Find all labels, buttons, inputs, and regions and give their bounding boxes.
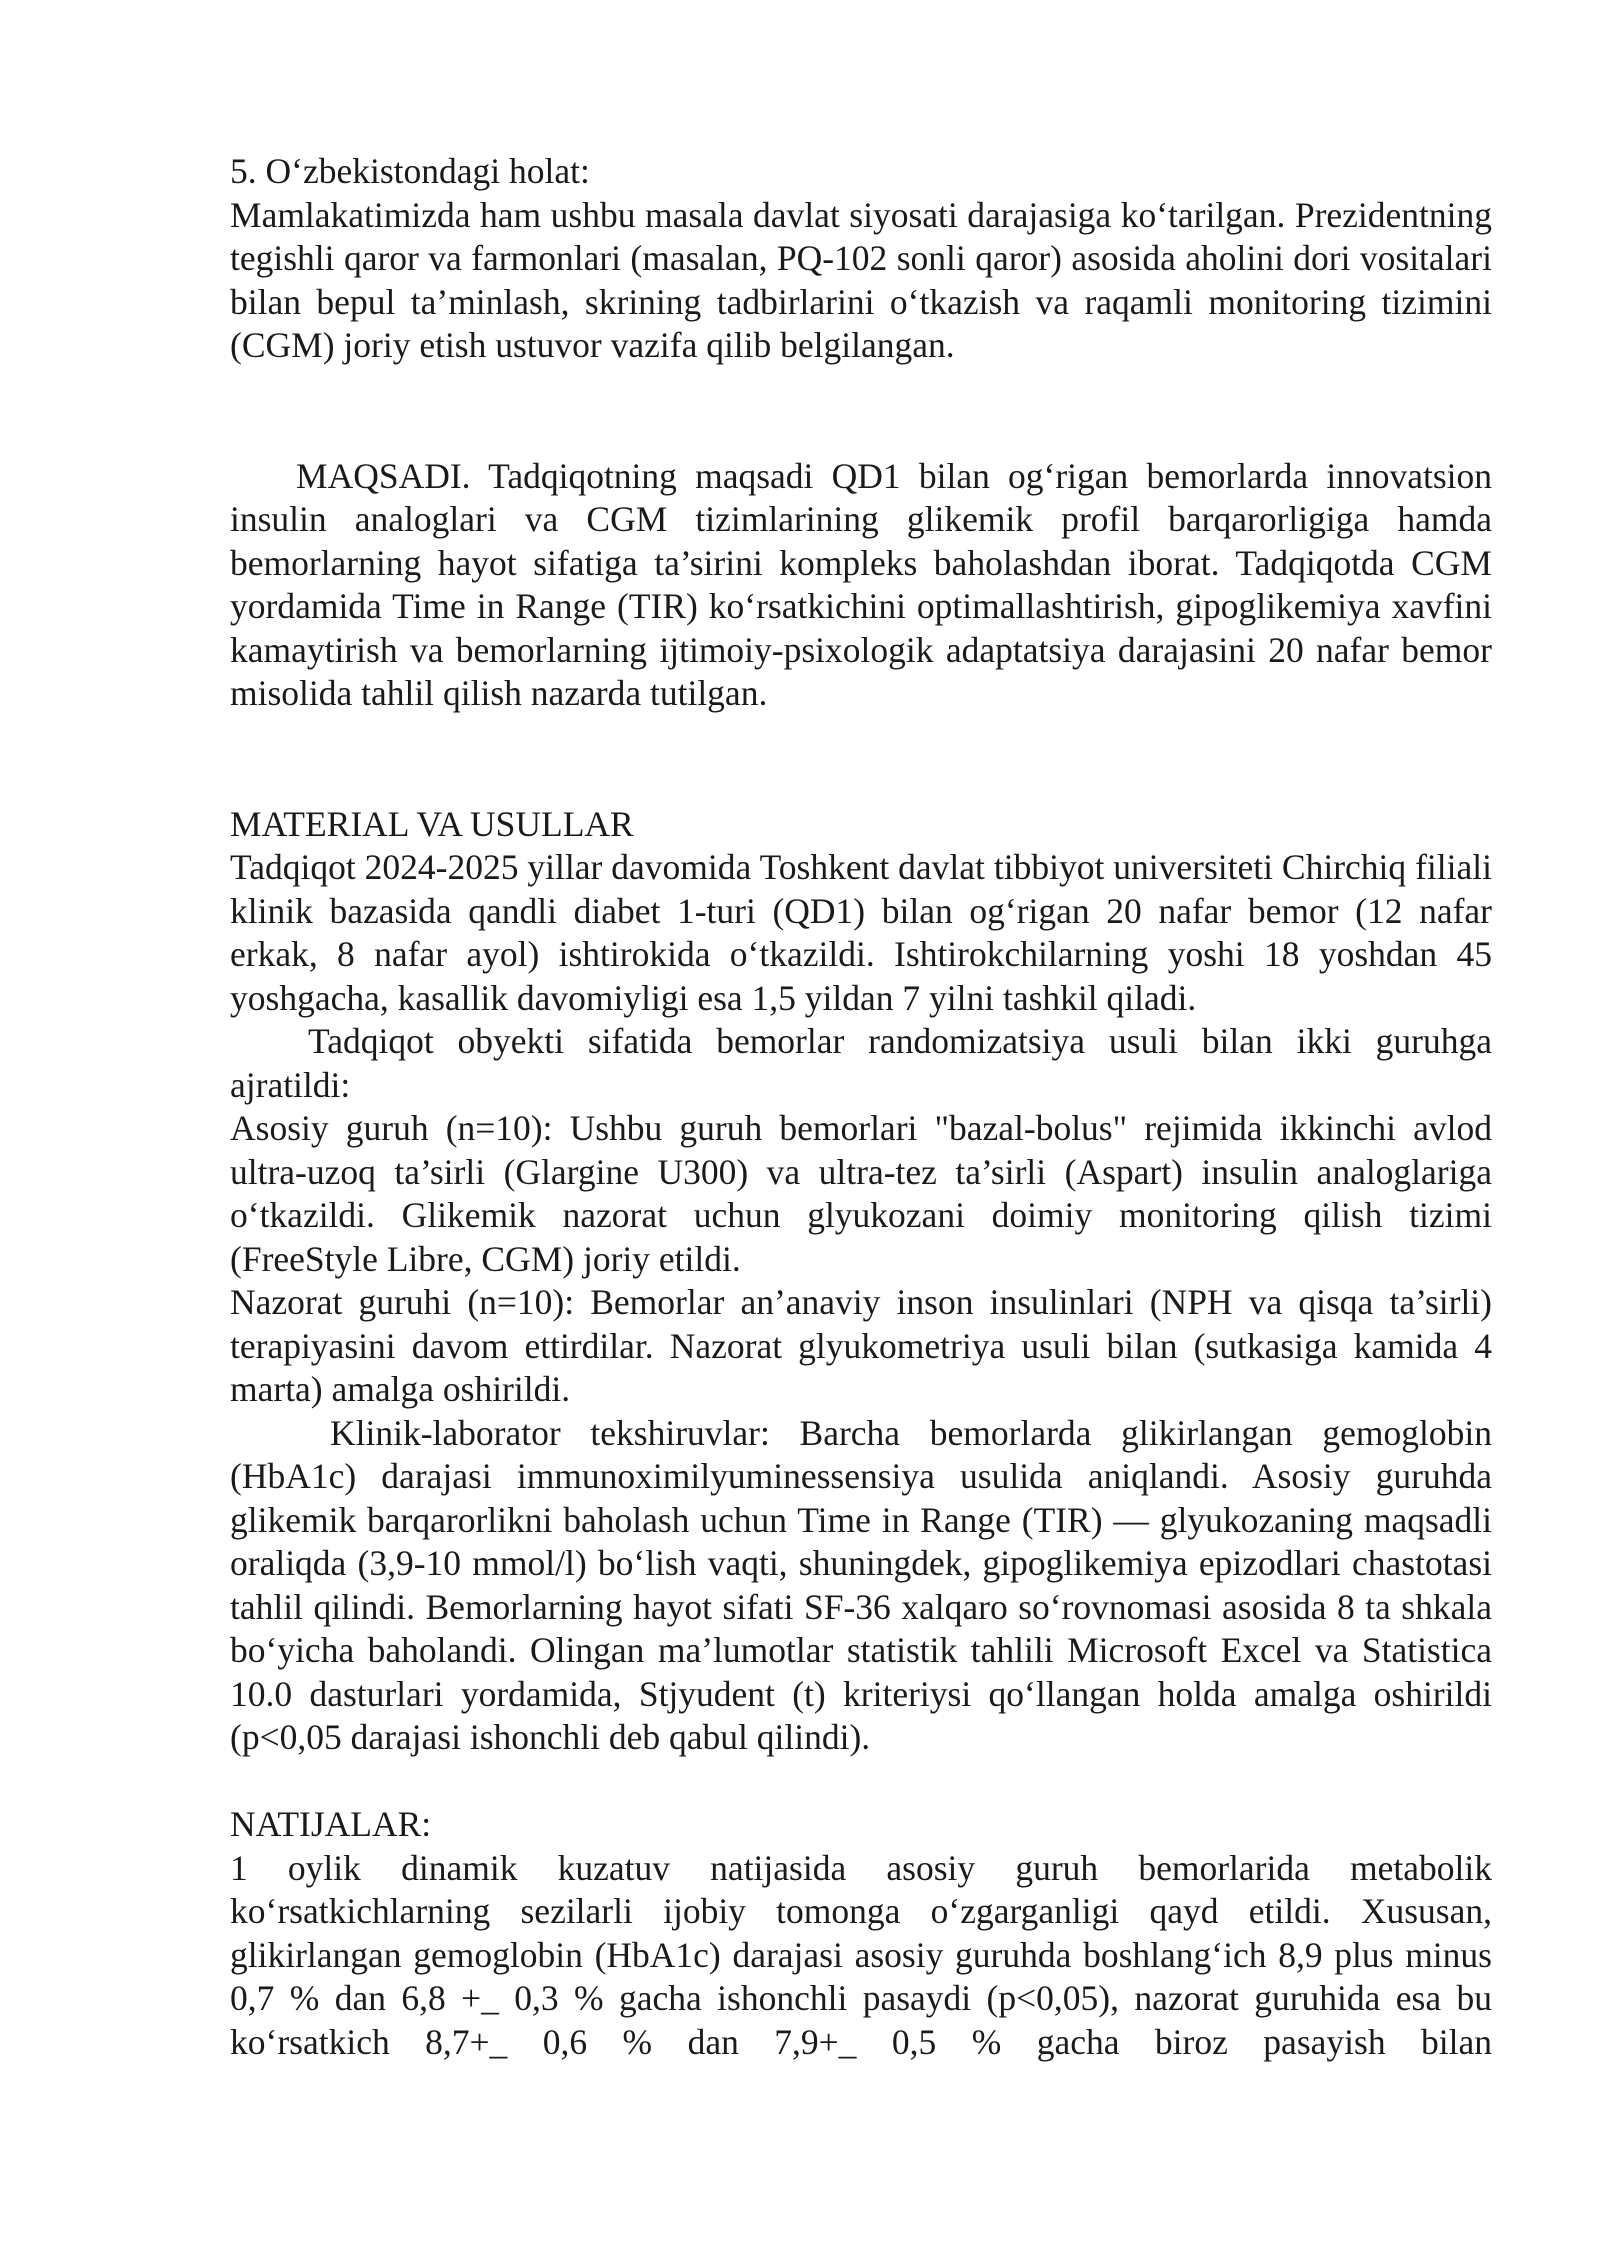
material-paragraph-4: Nazorat guruhi (n=10): Bemorlar an’anaviy inson insulinlari (NPH va qisqa ta’sirli) terapiyasini davom ettirdilar. Nazorat glyukometriya usuli bilan (sutkasiga kamida 4 marta) amalga oshirildi. (230, 1282, 1492, 1409)
maqsadi-paragraph: MAQSADI. Tadqiqotning maqsadi QD1 bilan og‘rigan bemorlarda innovatsion insulin analoglari va CGM tizimlarining glikemik profil barqarorligiga hamda bemorlarning hayot sifatiga ta’sirini kompleks baholashdan iborat. Tadqiqotda CGM yordamida Time in Range (TIR) ko‘rsatkichini optimallashtirish, gipoglikemiya xavfini kamaytirish va bemorlarning ijtimoiy-psixologik adaptatsiya darajasini 20 nafar bemor misolida tahlil qilish nazarda tutilgan. (230, 455, 1492, 713)
document-page (230, 150, 1492, 2064)
section-5-heading: 5. O‘zbekistondagi holat: (230, 151, 590, 191)
natijalar-paragraph-1: 1 oylik dinamik kuzatuv natijasida asosiy guruh bemorlarida metabolik ko‘rsatkichlarning sezilarli ijobiy tomonga o‘zgarganligi qayd etildi. Xususan, glikirlangan gemoglobin (HbA1c) darajasi asosiy guruhda boshlang‘ich 8,9 plus minus 0,7 % dan 6,8 +_ 0,3 % gacha ishonchli pasaydi (p<0,05), nazorat guruhida esa bu ko‘rsatkich 8,7+_ 0,6 % dan 7,9+_ 0,5 % gacha biroz pasayish bilan (230, 1847, 1492, 2062)
spacer (230, 716, 1492, 803)
material-paragraph-5: Klinik-laborator tekshiruvlar: Barcha bemorlarda glikirlangan gemoglobin (HbA1c) darajasi immunoximilyuminessensiya usulida aniqlandi. Asosiy guruhda glikemik barqarorlikni baholash uchun Time in Range (TIR) — glyukozaning maqsadli oraliqda (3,9-10 mmol/l) bo‘lish vaqti, shuningdek, gipoglikemiya epizodlari chastotasi tahlil qilindi. Bemorlarning hayot sifati SF-36 xalqaro so‘rovnomasi asosida 8 ta shkala bo‘yicha baholandi. Olingan ma’lumotlar statistik tahlili Microsoft Excel va Statistica 10.0 dasturlari yordamida, Stjyudent (t) kriteriysi qo‘llangan holda amalga oshirildi (p<0,05 darajasi ishonchli deb qabul qilindi). (230, 1412, 1492, 1757)
spacer (230, 1760, 1492, 1804)
material-paragraph-2: Tadqiqot obyekti sifatida bemorlar randomizatsiya usuli bilan ikki guruhga ajratildi: (230, 1021, 1492, 1105)
natijalar-heading: NATIJALAR: (230, 1804, 432, 1844)
material-paragraph-1: Tadqiqot 2024-2025 yillar davomida Toshkent davlat tibbiyot universiteti Chirchiq filiali klinik bazasida qandli diabet 1-turi (QD1) bilan og‘rigan 20 nafar bemor (12 nafar erkak, 8 nafar ayol) ishtirokida o‘tkazildi. Ishtirokchilarning yoshi 18 yoshdan 45 yoshgacha, kasallik davomiyligi esa 1,5 yildan 7 yilni tashkil qiladi. (230, 847, 1492, 1018)
section-5-body: Mamlakatimizda ham ushbu masala davlat siyosati darajasiga ko‘tarilgan. Prezidentning tegishli qaror va farmonlari (masalan, PQ-102 sonli qaror) asosida aholini dori vositalari bilan bepul ta’minlash, skrining tadbirlarini o‘tkazish va raqamli monitoring tizimini (CGM) joriy etish ustuvor vazifa qilib belgilangan. (230, 194, 1492, 365)
material-paragraph-3: Asosiy guruh (n=10): Ushbu guruh bemorlari "bazal-bolus" rejimida ikkinchi avlod ultra-uzoq ta’sirli (Glargine U300) va ultra-tez ta’sirli (Aspart) insulin analoglariga o‘tkazildi. Glikemik nazorat uchun glyukozani doimiy monitoring qilish tizimi (FreeStyle Libre, CGM) joriy etildi. (230, 1108, 1492, 1279)
spacer (230, 368, 1492, 455)
material-heading: MATERIAL VA USULLAR (230, 803, 634, 844)
